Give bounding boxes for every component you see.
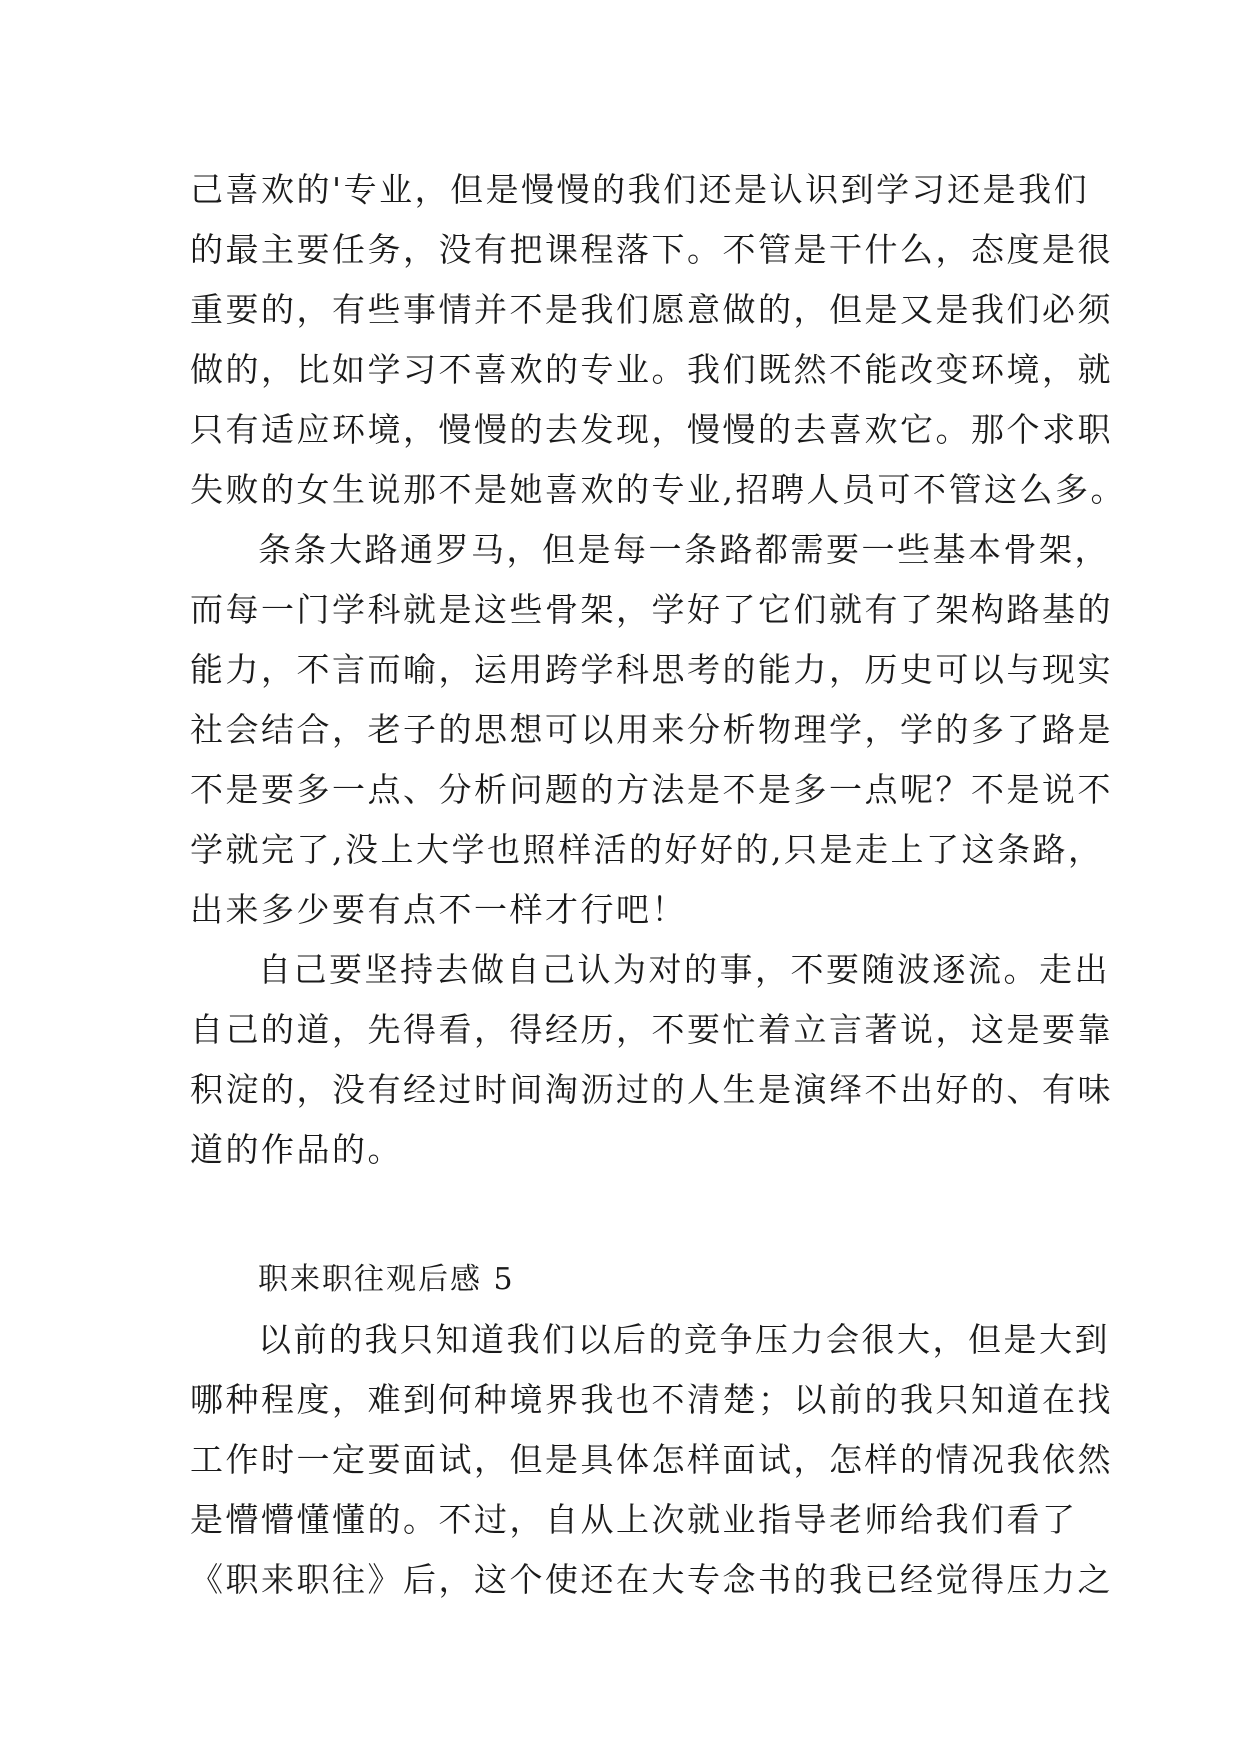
text-line: 条条大路通罗马，但是每一条路都需要一些基本骨架，: [258, 530, 1110, 569]
text-line: 失败的女生说那不是她喜欢的专业,招聘人员可不管这么多。: [190, 470, 1126, 509]
text-line: 出来多少要有点不一样才行吧！: [190, 890, 687, 929]
text-line: 的最主要任务，没有把课程落下。不管是干什么，态度是很: [190, 230, 1113, 269]
text-line: 学就完了,没上大学也照样活的好好的,只是走上了这条路，: [190, 830, 1104, 869]
paragraph-3: [190, 940, 1113, 1180]
text-line: 不是要多一点、分析问题的方法是不是多一点呢？不是说不: [190, 770, 1113, 809]
text-line: 工作时一定要面试，但是具体怎样面试，怎样的情况我依然: [190, 1440, 1113, 1479]
text-line: 能力，不言而喻，运用跨学科思考的能力，历史可以与现实: [190, 650, 1113, 689]
paragraph-4: [190, 1310, 1113, 1610]
text-line: 是懵懵懂懂的。不过，自从上次就业指导老师给我们看了: [190, 1500, 1078, 1539]
text-line: 只有适应环境，慢慢的去发现，慢慢的去喜欢它。那个求职: [190, 410, 1113, 449]
text-line: 己喜欢的'专业，但是慢慢的我们还是认识到学习还是我们: [190, 170, 1090, 209]
text-line: 做的，比如学习不喜欢的专业。我们既然不能改变环境，就: [190, 350, 1113, 389]
document-page: [190, 160, 1126, 1610]
paragraph-1: [190, 160, 1126, 520]
text-line: 而每一门学科就是这些骨架，学好了它们就有了架构路基的: [190, 590, 1113, 629]
text-line: 重要的，有些事情并不是我们愿意做的，但是又是我们必须: [190, 290, 1113, 329]
text-line: 积淀的，没有经过时间淘沥过的人生是演绎不出好的、有味: [190, 1070, 1113, 1109]
text-line: 道的作品的。: [190, 1130, 403, 1169]
text-line: 自己要坚持去做自己认为对的事，不要随波逐流。走出: [258, 950, 1110, 989]
text-line: 自己的道，先得看，得经历，不要忙着立言著说，这是要靠: [190, 1010, 1113, 1049]
text-line: 以前的我只知道我们以后的竞争压力会很大，但是大到: [258, 1320, 1110, 1359]
text-line: 《职来职往》后，这个使还在大专念书的我已经觉得压力之: [190, 1560, 1113, 1599]
text-line: 社会结合，老子的思想可以用来分析物理学，学的多了路是: [190, 710, 1113, 749]
text-line: 哪种程度，难到何种境界我也不清楚；以前的我只知道在找: [190, 1380, 1113, 1419]
section-heading: 职来职往观后感 5: [258, 1262, 515, 1297]
paragraph-2: [190, 520, 1113, 940]
section-gap: [190, 1180, 1060, 1240]
